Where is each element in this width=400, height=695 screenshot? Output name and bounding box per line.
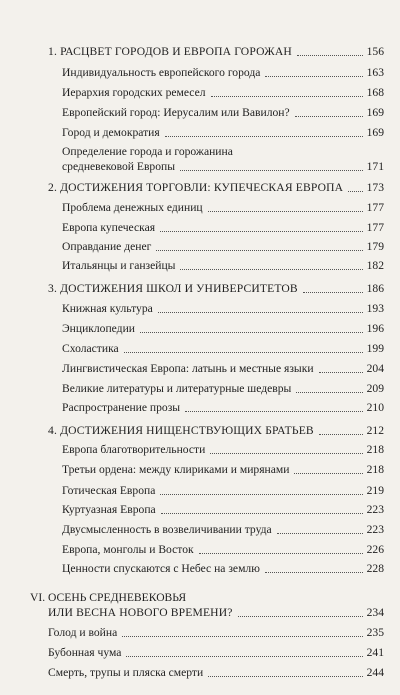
toc-entry[interactable]: Энциклопедии 196 [62,322,384,335]
toc-entry[interactable]: Лингвистическая Европа: латынь и местные языки 204 [62,362,384,375]
toc-entry[interactable]: Европа, монголы и Восток 226 [62,543,384,556]
toc-entry[interactable]: Индивидуальность европейского города 163 [62,66,384,79]
toc-entry[interactable]: Распространение прозы 210 [62,401,384,414]
toc-entry-section-4[interactable]: 4. ДОСТИЖЕНИЯ НИЩЕНСТВУЮЩИХ БРАТЬЕВ 212 [48,424,384,437]
toc-entry[interactable]: Схоластика 199 [62,342,384,355]
toc-entry[interactable]: Европейский город: Иерусалим или Вавилон? 169 [62,106,384,119]
section-2-title: 2. ДОСТИЖЕНИЯ ТОРГОВЛИ: КУПЕЧЕСКАЯ ЕВРОПА [48,181,344,194]
toc-entry[interactable]: Город и демократия 169 [62,126,384,139]
toc-entry[interactable]: Третьи ордена: между клириками и мирянами 218 [62,463,384,476]
toc-entry[interactable]: Готическая Европа 219 [62,484,384,497]
section-4-title: 4. ДОСТИЖЕНИЯ НИЩЕНСТВУЮЩИХ БРАТЬЕВ [48,424,314,437]
toc-entry[interactable]: Европа купеческая 177 [62,221,384,234]
toc-entry-section-3[interactable]: 3. ДОСТИЖЕНИЯ ШКОЛ И УНИВЕРСИТЕТОВ 186 [48,282,384,295]
toc-entry[interactable]: Смерть, трупы и пляска смерти 244 [48,666,384,679]
toc-entry[interactable]: Оправдание денег 179 [62,240,384,253]
toc-entry-chapter-6[interactable]: ИЛИ ВЕСНА НОВОГО ВРЕМЕНИ? 234 [48,606,384,619]
toc-entry-line1[interactable]: Определение города и горожанина [62,145,233,158]
toc-entry[interactable]: Проблема денежных единиц 177 [62,201,384,214]
toc-entry-section-1[interactable] [48,45,384,59]
toc-entry[interactable]: Европа благотворительности 218 [62,443,384,456]
chapter-6-title-line1[interactable]: VI. ОСЕНЬ СРЕДНЕВЕКОВЬЯ [30,591,187,604]
toc-entry[interactable]: Куртуазная Европа 223 [62,503,384,516]
dot-leader [297,55,363,56]
toc-entry[interactable]: Книжная культура 193 [62,302,384,315]
toc-entry[interactable]: Голод и война 235 [48,626,384,639]
page-number: 156 [366,45,384,58]
toc-entry[interactable]: Двусмысленность в возвеличивании труда 223 [62,523,384,536]
toc-entry[interactable]: Бубонная чума 241 [48,646,384,659]
toc-entry-section-2[interactable]: 2. ДОСТИЖЕНИЯ ТОРГОВЛИ: КУПЕЧЕСКАЯ ЕВРОПА 173 [48,181,384,194]
section-3-title: 3. ДОСТИЖЕНИЯ ШКОЛ И УНИВЕРСИТЕТОВ [48,282,298,295]
toc-entry[interactable]: Иерархия городских ремесел 168 [62,86,384,99]
toc-entry[interactable]: средневековой Европы 171 [62,160,384,173]
toc-entry[interactable]: Ценности спускаются с Небес на землю 228 [62,562,384,575]
toc-entry[interactable]: Итальянцы и ганзейцы 182 [62,259,384,272]
section-1-title: 1. РАСЦВЕТ ГОРОДОВ И ЕВРОПА ГОРОЖАН [48,45,292,58]
toc-entry[interactable]: Великие литературы и литературные шедевры 209 [62,382,384,395]
